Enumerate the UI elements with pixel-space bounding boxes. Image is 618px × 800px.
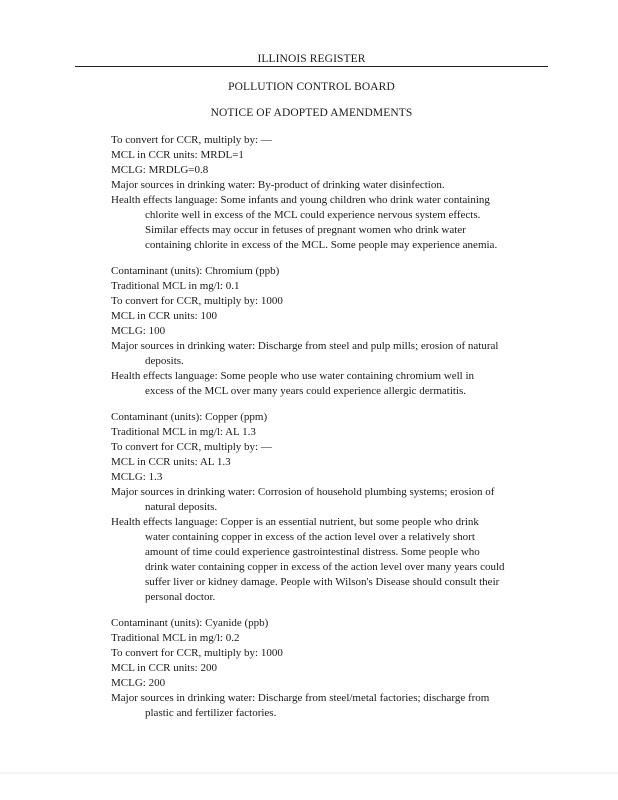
text-line: MCLG: 100	[111, 325, 166, 337]
board-title: POLLUTION CONTROL BOARD	[228, 81, 395, 93]
text-line: Major sources in drinking water: Discharge from steel/metal factories; discharge from	[111, 692, 490, 704]
text-line-indent: containing chlorite in excess of the MCL. Some people may experience anemia.	[145, 239, 498, 251]
text-line-indent: chlorite well in excess of the MCL could experience nervous system effects.	[145, 209, 481, 221]
text-line-indent: Similar effects may occur in fetuses of pregnant women who drink water	[145, 224, 466, 236]
text-line: To convert for CCR, multiply by: 1000	[111, 647, 283, 659]
text-line: MCL in CCR units: MRDL=1	[111, 149, 244, 161]
header-rule	[75, 66, 548, 67]
text-line: Traditional MCL in mg/l: 0.2	[111, 632, 240, 644]
text-line: To convert for CCR, multiply by: —	[111, 134, 272, 146]
text-line: Contaminant (units): Cyanide (ppb)	[111, 617, 269, 629]
text-line-indent: natural deposits.	[145, 501, 218, 513]
text-line-indent: plastic and fertilizer factories.	[145, 707, 277, 719]
text-line-indent: suffer liver or kidney damage. People with Wilson's Disease should consult their	[145, 576, 500, 588]
text-line: MCL in CCR units: 200	[111, 662, 217, 674]
contaminant-block-copper	[111, 410, 541, 605]
text-line-indent: drink water containing copper in excess of the action level over many years could	[145, 561, 505, 573]
notice-title: NOTICE OF ADOPTED AMENDMENTS	[210, 107, 413, 119]
text-line: MCL in CCR units: 100	[111, 310, 217, 322]
text-line-indent: personal doctor.	[145, 591, 216, 603]
text-line: Health effects language: Copper is an essential nutrient, but some people who drink	[111, 516, 479, 528]
text-line: MCLG: MRDLG=0.8	[111, 164, 209, 176]
document-body	[111, 133, 541, 721]
contaminant-block-chromium	[111, 264, 541, 399]
scan-edge	[0, 772, 618, 774]
text-line: Health effects language: Some people who use water containing chromium well in	[111, 370, 474, 382]
text-line-indent: deposits.	[145, 355, 184, 367]
text-line: Major sources in drinking water: Corrosion of household plumbing systems; erosion of	[111, 486, 495, 498]
text-line-indent: amount of time could experience gastrointestinal distress. Some people who	[145, 546, 480, 558]
text-line: Major sources in drinking water: Discharge from steel and pulp mills; erosion of natural	[111, 340, 499, 352]
text-line: MCL in CCR units: AL 1.3	[111, 456, 231, 468]
text-line-indent: water containing copper in excess of the action level over a relatively short	[145, 531, 475, 543]
text-line: MCLG: 1.3	[111, 471, 163, 483]
contaminant-block-cyanide	[111, 616, 541, 721]
contaminant-block-chlorite	[111, 133, 541, 253]
text-line: Health effects language: Some infants and young children who drink water containing	[111, 194, 490, 206]
text-line: Contaminant (units): Chromium (ppb)	[111, 265, 280, 277]
text-line: Traditional MCL in mg/l: 0.1	[111, 280, 240, 292]
text-line: To convert for CCR, multiply by: —	[111, 441, 272, 453]
text-line: To convert for CCR, multiply by: 1000	[111, 295, 283, 307]
text-line-indent: excess of the MCL over many years could experience allergic dermatitis.	[145, 385, 467, 397]
text-line: Traditional MCL in mg/l: AL 1.3	[111, 426, 256, 438]
text-line: Contaminant (units): Copper (ppm)	[111, 411, 268, 423]
text-line: Major sources in drinking water: By-product of drinking water disinfection.	[111, 179, 445, 191]
text-line: MCLG: 200	[111, 677, 166, 689]
register-title: ILLINOIS REGISTER	[257, 53, 366, 65]
